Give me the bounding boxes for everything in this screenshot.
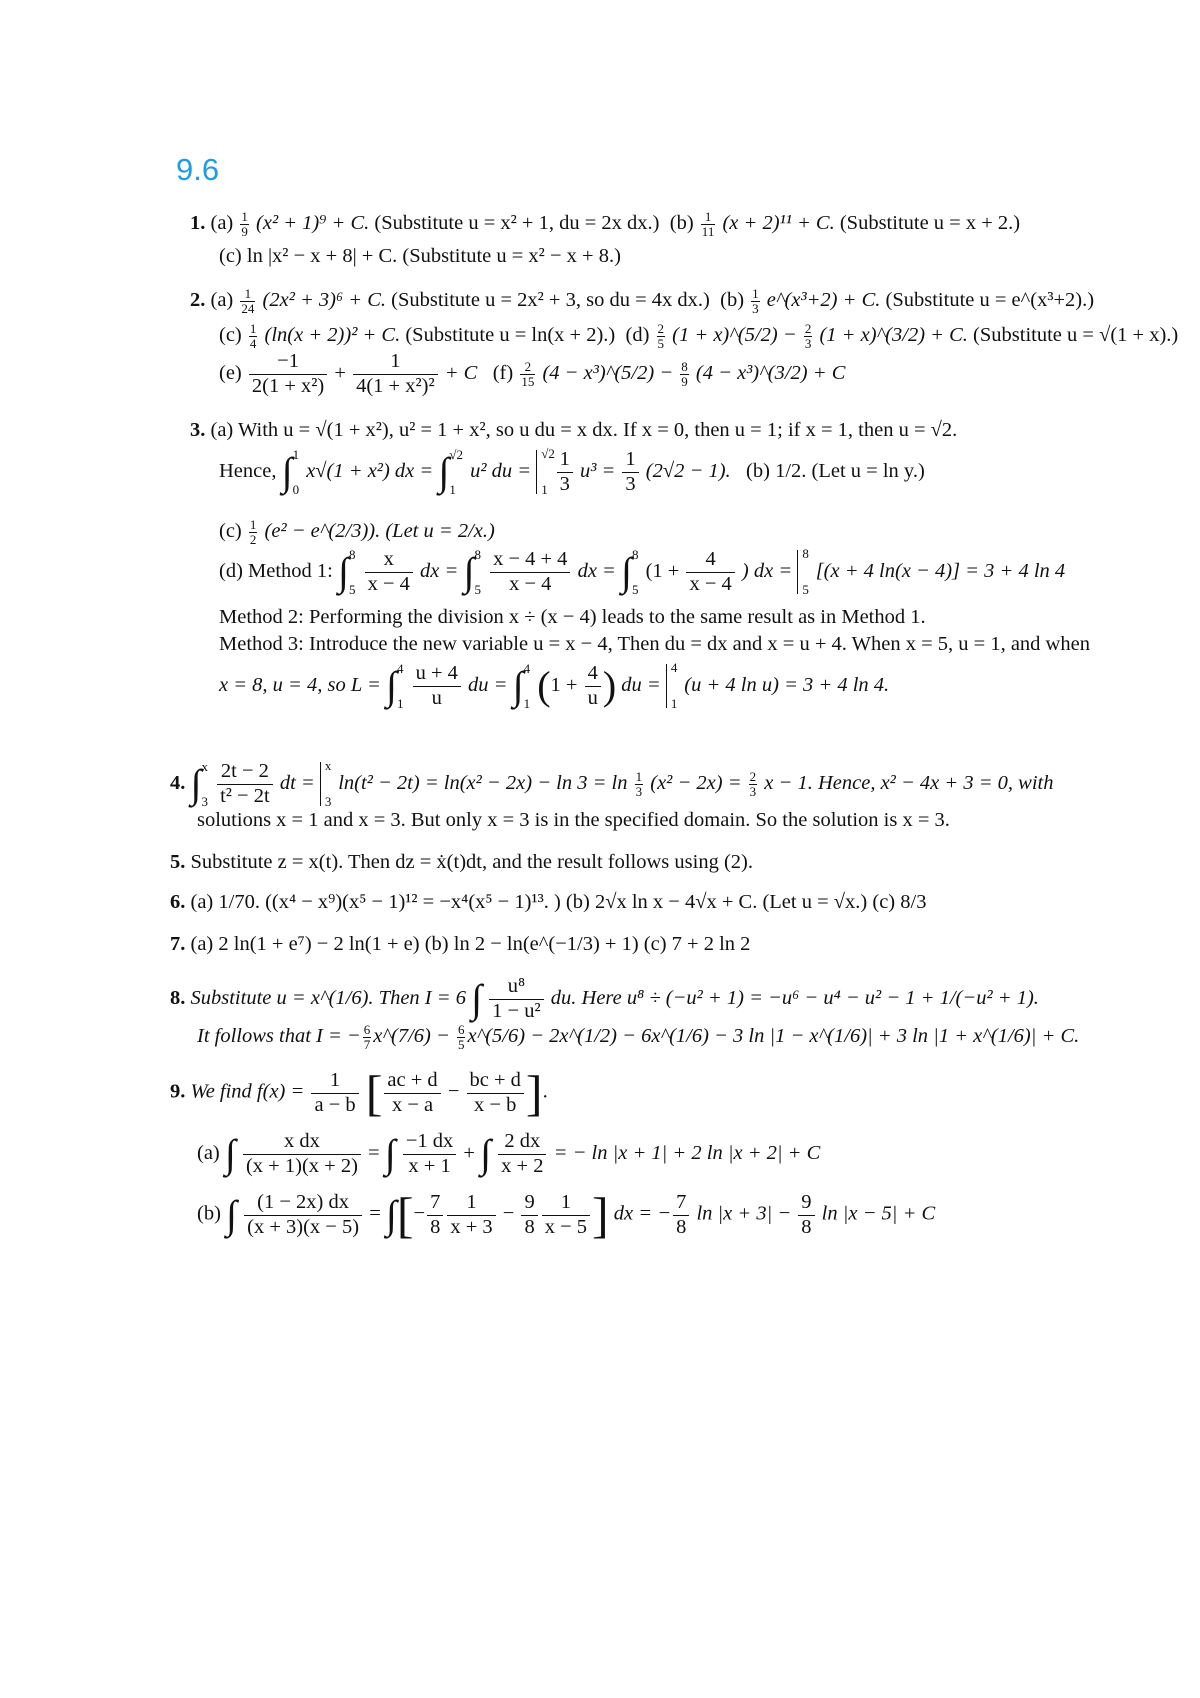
integral-limits: x 3 xyxy=(201,759,208,810)
problem-number: 5. xyxy=(170,851,186,873)
integral-limits: 4 1 xyxy=(523,661,531,712)
fraction: $\frac{2}{3}$ xyxy=(804,321,812,351)
integral-sign: ∫ xyxy=(480,1131,492,1177)
operator: − xyxy=(413,1202,426,1225)
math-expression: u² du = xyxy=(470,459,532,482)
problem-number: 2. xyxy=(190,288,206,311)
problem-7 xyxy=(170,932,750,957)
math-expression: du = xyxy=(621,673,661,696)
problem-number: 6. xyxy=(170,891,186,913)
fraction: $\frac{1}{x - 5}$ xyxy=(542,1191,590,1239)
math-expression: du = xyxy=(468,673,508,696)
fraction: $\frac{x}{x - 4}$ xyxy=(365,548,413,596)
math-expression: (u + 4 ln u) = 3 + 4 ln 4. xyxy=(684,673,890,696)
math-expression: = − ln |x + 1| + 2 ln |x + 2| + C xyxy=(553,1141,821,1164)
problem-3-method-2: Method 2: Performing the division x ÷ (x − 4) leads to the same result as in Method 1. xyxy=(219,606,926,628)
part-label: (b) xyxy=(197,1202,221,1225)
part-label: (d) xyxy=(625,323,650,346)
math-expression: + C xyxy=(444,361,478,384)
part-label: (c) xyxy=(219,519,242,542)
math-expression: 1 + xyxy=(550,673,578,696)
math-expression: (1 + x)^(5/2) − xyxy=(672,323,797,346)
problem-8-line-1 xyxy=(170,975,1039,1023)
integral-sign: ∫ xyxy=(385,1192,397,1237)
math-expression: (2x² + 3)⁶ + C. xyxy=(262,288,387,311)
problem-3-line-1 xyxy=(190,418,957,443)
fraction: $\frac{ac + d}{x - a}$ xyxy=(384,1069,440,1117)
fraction: $\frac{1}{4}$ xyxy=(249,321,257,351)
problem-3-line-2 xyxy=(219,448,925,496)
integral-sign: ∫ xyxy=(385,663,397,709)
part-label: (a) xyxy=(210,288,234,311)
fraction: $\frac{6}{5}$ xyxy=(457,1022,465,1052)
fraction: $\frac{7}{8}$ xyxy=(673,1191,689,1239)
part-label: (a) xyxy=(210,211,234,234)
fraction: $\frac{6}{7}$ xyxy=(363,1022,371,1052)
problem-9-line-1 xyxy=(170,1065,548,1121)
fraction: $\frac{2}{5}$ xyxy=(657,321,665,351)
math-expression: (x² − 2x) = xyxy=(650,771,742,794)
fraction: $\frac{2 dx}{x + 2}$ xyxy=(498,1130,546,1178)
problem-5 xyxy=(170,850,753,875)
note: (Substitute u = 2x² + 3, so du = 4x dx.) xyxy=(391,288,710,311)
math-expression: We find f(x) = xyxy=(190,1080,305,1103)
integral-limits: 8 5 xyxy=(631,547,639,598)
integral-sign: ∫ xyxy=(471,976,483,1022)
math-expression: (x² + 1)⁹ + C. xyxy=(256,211,370,234)
fraction: $\frac{1}{9}$ xyxy=(241,209,248,239)
problem-3-line-4 xyxy=(219,548,1065,596)
fraction: $\frac{1}{11}$ xyxy=(701,209,715,239)
math-expression: u³ = xyxy=(579,459,616,482)
problem-9-part-a xyxy=(197,1130,820,1178)
math-expression: (1 + x)^(3/2) + C. xyxy=(819,323,968,346)
math-expression: ln |x − 5| + C xyxy=(821,1202,936,1225)
evaluation-bar: √2 1 xyxy=(536,450,539,494)
part-label: (a) xyxy=(197,1141,220,1164)
fraction: $\frac{(1 - 2x) dx}{(x + 3)(x - 5)}$ xyxy=(244,1191,362,1239)
evaluation-bar: 8 5 xyxy=(797,550,800,594)
problem-8-line-2 xyxy=(197,1023,1079,1051)
problem-3-line-3 xyxy=(219,518,495,546)
math-expression: (1 + xyxy=(645,559,680,582)
note: (Substitute u = ln(x + 2).) xyxy=(405,323,616,346)
math-expression: (4 − x³)^(5/2) − xyxy=(542,361,674,384)
fraction: $\frac{1}{3}$ xyxy=(635,768,643,799)
problem-4-line-2: solutions x = 1 and x = 3. But only x = 3 is in the specified domain. So the solution is x = 3. xyxy=(197,809,950,831)
part-label: (c) xyxy=(219,323,242,346)
problem-3-method-3: Method 3: Introduce the new variable u = x − 4, Then du = dx and x = u + 4. When x = 5, u = 1, and when xyxy=(219,633,1090,655)
math-expression: dx = − xyxy=(613,1202,672,1225)
problem-number: 4. xyxy=(170,771,186,794)
integral-sign: ∫ xyxy=(190,761,202,807)
math-expression: ln(t² − 2t) = ln(x² − 2x) − ln 3 = ln xyxy=(338,771,628,794)
math-expression: x^(5/6) − 2x^(1/2) − 6x^(1/6) − 3 ln |1 − x^(1/6)| + 3 ln |1 + x^(1/6)| + C. xyxy=(467,1024,1080,1047)
fraction: $\frac{4}{u}$ xyxy=(585,662,601,710)
integral-sign: ∫ xyxy=(281,449,293,495)
problem-3-method-3-cont xyxy=(219,662,889,710)
fraction: $\frac{u + 4}{u}$ xyxy=(413,662,461,710)
paren: ( xyxy=(537,663,551,709)
math-expression: (ln(x + 2))² + C. xyxy=(264,323,401,346)
fraction: $\frac{1}{x + 3}$ xyxy=(447,1191,495,1239)
math-expression: (e² − e^(2/3)). (Let u = 2/x.) xyxy=(264,519,495,542)
integral-sign: ∫ xyxy=(338,549,349,595)
fraction: $\frac{1}{3}$ xyxy=(752,286,759,316)
problem-9-part-b xyxy=(197,1187,936,1243)
text-line: (a) 2 ln(1 + e⁷) − 2 ln(1 + e) (b) ln 2 − ln(e^(−1/3) + 1) (c) 7 + 2 ln 2 xyxy=(190,933,751,955)
note: (Substitute u = √(1 + x).) xyxy=(973,323,1179,346)
fraction: $\frac{-1 dx}{x + 1}$ xyxy=(403,1130,456,1178)
fraction: $\frac{1}{3}$ xyxy=(622,448,638,496)
operator: = xyxy=(368,1141,380,1164)
math-expression: x√(1 + x²) dx = xyxy=(306,459,434,482)
fraction: $\frac{2t - 2}{\text{t² − 2t}}$ xyxy=(217,760,273,808)
integral-sign: ∫ xyxy=(384,1131,396,1177)
problem-number: 1. xyxy=(190,211,206,234)
problem-6 xyxy=(170,890,926,915)
integral-sign: ∫ xyxy=(224,1131,236,1177)
math-expression: du. Here u⁸ ÷ (−u² + 1) = −u⁶ − u⁴ − u² − 1 + 1/(−u² + 1). xyxy=(550,986,1039,1009)
bracket: ] xyxy=(525,1065,543,1121)
fraction: $\frac{9}{8}$ xyxy=(798,1191,814,1239)
note: (Substitute u = e^(x³+2).) xyxy=(885,288,1095,311)
note: (Substitute u = x + 2.) xyxy=(839,211,1021,234)
problem-2-line-2 xyxy=(219,322,1178,350)
fraction: $\frac{9}{8}$ xyxy=(521,1191,537,1239)
problem-2-line-3 xyxy=(219,350,845,398)
fraction: $\frac{2}{3}$ xyxy=(749,768,757,799)
problem-1-line-2: (c) ln |x² − x + 8| + C. (Substitute u = x² − x + 8.) xyxy=(219,245,621,267)
punctuation: . xyxy=(542,1080,548,1103)
text: Hence, xyxy=(219,459,277,482)
problem-number: 8. xyxy=(170,986,186,1009)
bracket: [ xyxy=(365,1065,383,1121)
integral-limits: 4 1 xyxy=(396,661,404,712)
fraction: $\frac{1}{3}$ xyxy=(557,448,573,496)
part-label: (f) xyxy=(492,361,514,384)
fraction: $\frac{1}{\text{4(1 + x²)²}}$ xyxy=(353,350,438,398)
fraction: $\frac{\text{x dx}}{(x + 1)(x + 2)}$ xyxy=(243,1130,361,1178)
section-title: 9.6 xyxy=(176,152,220,187)
problem-number: 3. xyxy=(190,419,206,441)
part-label: (d) Method 1: xyxy=(219,559,333,582)
part-label: (e) xyxy=(219,361,242,384)
part-label: (b) xyxy=(669,211,694,234)
fraction: $\frac{8}{9}$ xyxy=(681,358,688,389)
evaluation-bar: 4 1 xyxy=(666,664,669,708)
bracket: [ xyxy=(396,1187,414,1243)
operator: = xyxy=(369,1202,381,1225)
math-expression: ln |x + 3| − xyxy=(696,1202,792,1225)
fraction: $\frac{bc + d}{x - b}$ xyxy=(467,1069,524,1117)
bracket: ] xyxy=(592,1187,609,1243)
fraction: $\frac{2}{15}$ xyxy=(521,358,535,389)
integral-limits: 8 5 xyxy=(348,547,356,598)
fraction: $\frac{1}{a - b}$ xyxy=(311,1069,358,1117)
integral-sign: ∫ xyxy=(226,1192,237,1237)
integral-sign: ∫ xyxy=(438,449,450,495)
integral-limits: 1 0 xyxy=(292,447,300,498)
math-expression: e^(x³+2) + C. xyxy=(766,288,881,311)
part-label: (b) xyxy=(720,288,745,311)
fraction: $\frac{-1}{\text{2(1 + x²)}}$ xyxy=(249,350,327,398)
math-expression: [(x + 4 ln(x − 4)] = 3 + 4 ln 4 xyxy=(815,559,1066,582)
fraction: $\frac{x - 4 + 4}{x - 4}$ xyxy=(490,548,570,596)
math-expression: (x + 2)¹¹ + C. xyxy=(722,211,835,234)
math-expression: (4 − x³)^(3/2) + C xyxy=(695,361,846,384)
math-expression: ) dx = xyxy=(741,559,793,582)
integral-limits: √2 1 xyxy=(449,447,463,498)
fraction: $\frac{1}{2}$ xyxy=(249,517,257,547)
evaluation-bar: x 3 xyxy=(320,762,323,806)
operator: + xyxy=(463,1141,475,1164)
math-expression: Substitute u = x^(1/6). Then I = 6 xyxy=(190,986,466,1009)
integral-sign: ∫ xyxy=(621,549,632,595)
math-expression: (2√2 − 1). xyxy=(645,459,731,482)
problem-1-line-1 xyxy=(190,210,1020,238)
text-line: Substitute z = x(t). Then dz = ẋ(t)dt, and the result follows using (2). xyxy=(190,851,753,873)
integral-sign: ∫ xyxy=(512,663,524,709)
math-expression: x − 1. Hence, x² − 4x + 3 = 0, with xyxy=(764,771,1054,794)
fraction: $\frac{4}{x - 4}$ xyxy=(686,548,734,596)
operator: + xyxy=(334,361,346,384)
problem-number: 7. xyxy=(170,933,186,955)
math-expression: x = 8, u = 4, so L = xyxy=(219,673,381,696)
operator: − xyxy=(502,1202,515,1225)
integral-sign: ∫ xyxy=(463,549,475,595)
math-expression: dx = xyxy=(577,559,616,582)
problem-4-line-1 xyxy=(170,760,1054,808)
math-expression: It follows that I = − xyxy=(197,1024,361,1047)
problem-number: 9. xyxy=(170,1080,186,1103)
fraction: $\frac{1}{24}$ xyxy=(241,286,255,316)
operator: − xyxy=(447,1080,460,1103)
text-line: (a) 1/70. ((x⁴ − x⁹)(x⁵ − 1)¹² = −x⁴(x⁵ − 1)¹³. ) (b) 2√x ln x − 4√x + C. (Let u = √x.) (c) 8/3 xyxy=(190,891,927,913)
note: (Substitute u = x² + 1, du = 2x dx.) xyxy=(374,211,660,234)
paren: ) xyxy=(602,663,617,709)
text: (b) 1/2. (Let u = ln y.) xyxy=(746,459,925,482)
text-line: (a) With u = √(1 + x²), u² = 1 + x², so u du = x dx. If x = 0, then u = 1; if x = 1, then u = √2. xyxy=(210,419,958,441)
problem-2-line-1 xyxy=(190,287,1094,315)
fraction: $\frac{\text{u⁸}}{\text{1 − u²}}$ xyxy=(489,975,543,1023)
math-expression: x^(7/6) − xyxy=(373,1024,450,1047)
fraction: $\frac{7}{8}$ xyxy=(427,1191,443,1239)
integral-limits: 8 5 xyxy=(474,547,481,598)
math-expression: dx = xyxy=(420,559,459,582)
math-expression: dt = xyxy=(279,771,315,794)
